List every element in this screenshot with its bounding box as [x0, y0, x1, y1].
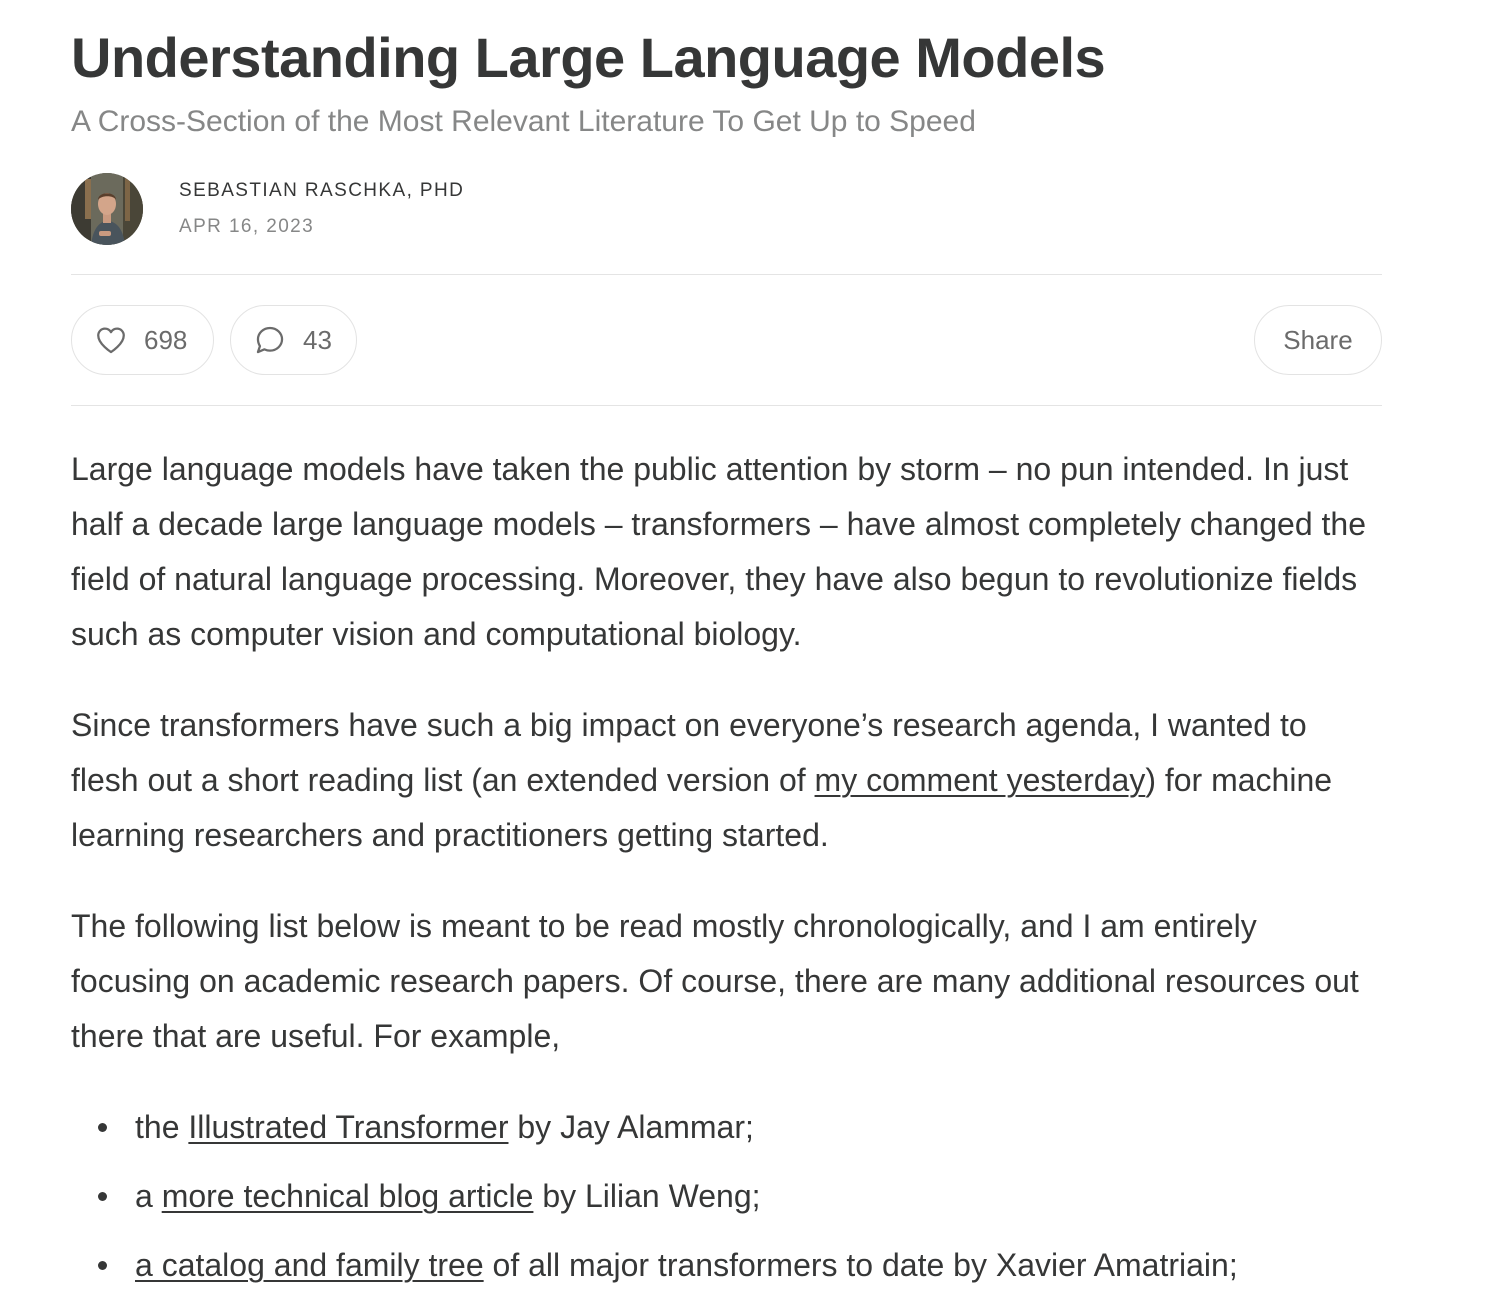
- divider: [71, 405, 1382, 406]
- share-button[interactable]: [1254, 305, 1382, 375]
- speech-bubble-icon: [253, 323, 287, 357]
- bullet: [98, 1261, 107, 1270]
- technical-blog-article-link[interactable]: more technical blog article: [161, 1178, 534, 1214]
- paragraph-text: Since transformers have such a big impact on everyone’s research agenda, I wanted to flesh out a short reading list (an extended version of: [71, 707, 1307, 798]
- comment-button[interactable]: [230, 305, 357, 375]
- list-item: [135, 1238, 1382, 1293]
- publish-date: APR 16, 2023: [179, 216, 315, 237]
- like-count: 698: [144, 324, 188, 355]
- share-label: Share: [1283, 324, 1353, 355]
- article-title: Understanding Large Language Models: [71, 26, 1106, 89]
- resource-list: [71, 1100, 1382, 1293]
- author-name[interactable]: SEBASTIAN RASCHKA, PHD: [179, 180, 465, 201]
- list-item: [135, 1169, 1382, 1224]
- illustrated-transformer-link[interactable]: Illustrated Transformer: [188, 1109, 509, 1145]
- article: [71, 0, 1382, 1307]
- list-item: [135, 1100, 1382, 1155]
- catalog-family-tree-link[interactable]: a catalog and family tree: [135, 1247, 484, 1283]
- paragraph: The following list below is meant to be read mostly chronologically, and I am entirely focusing on academic research papers. Of course, there are many additional resources out there that are useful. For example,: [71, 908, 1359, 1054]
- bullet: [98, 1192, 107, 1201]
- list-item-text: by Jay Alammar;: [508, 1109, 754, 1145]
- my-comment-link[interactable]: my comment yesterday: [814, 762, 1146, 798]
- post-actions: [71, 275, 1382, 405]
- paragraph: Large language models have taken the public attention by storm – no pun intended. In just half a decade large language models – transformers – have almost completely changed the field of natural language processing. Moreover, they have also begun to revolutionize fields such as computer vision and computational biology.: [71, 451, 1366, 652]
- list-item-text: the: [135, 1109, 189, 1145]
- list-item-text: of all major transformers to date by Xavier Amatriain;: [483, 1247, 1238, 1283]
- avatar[interactable]: [71, 173, 143, 245]
- list-item-text: by Lilian Weng;: [533, 1178, 761, 1214]
- paragraph: [71, 698, 1382, 863]
- article-body: [71, 442, 1382, 1293]
- comment-count: 43: [303, 324, 332, 355]
- byline-meta: [179, 179, 464, 239]
- bullet: [98, 1123, 107, 1132]
- article-subtitle: A Cross-Section of the Most Relevant Literature To Get Up to Speed: [71, 105, 976, 138]
- paragraph-text: ) for machine learning researchers and practitioners getting started.: [71, 762, 1333, 853]
- heart-icon: [94, 323, 128, 357]
- like-button[interactable]: [71, 305, 214, 375]
- byline: [71, 172, 1382, 246]
- list-item-text: a: [135, 1178, 162, 1214]
